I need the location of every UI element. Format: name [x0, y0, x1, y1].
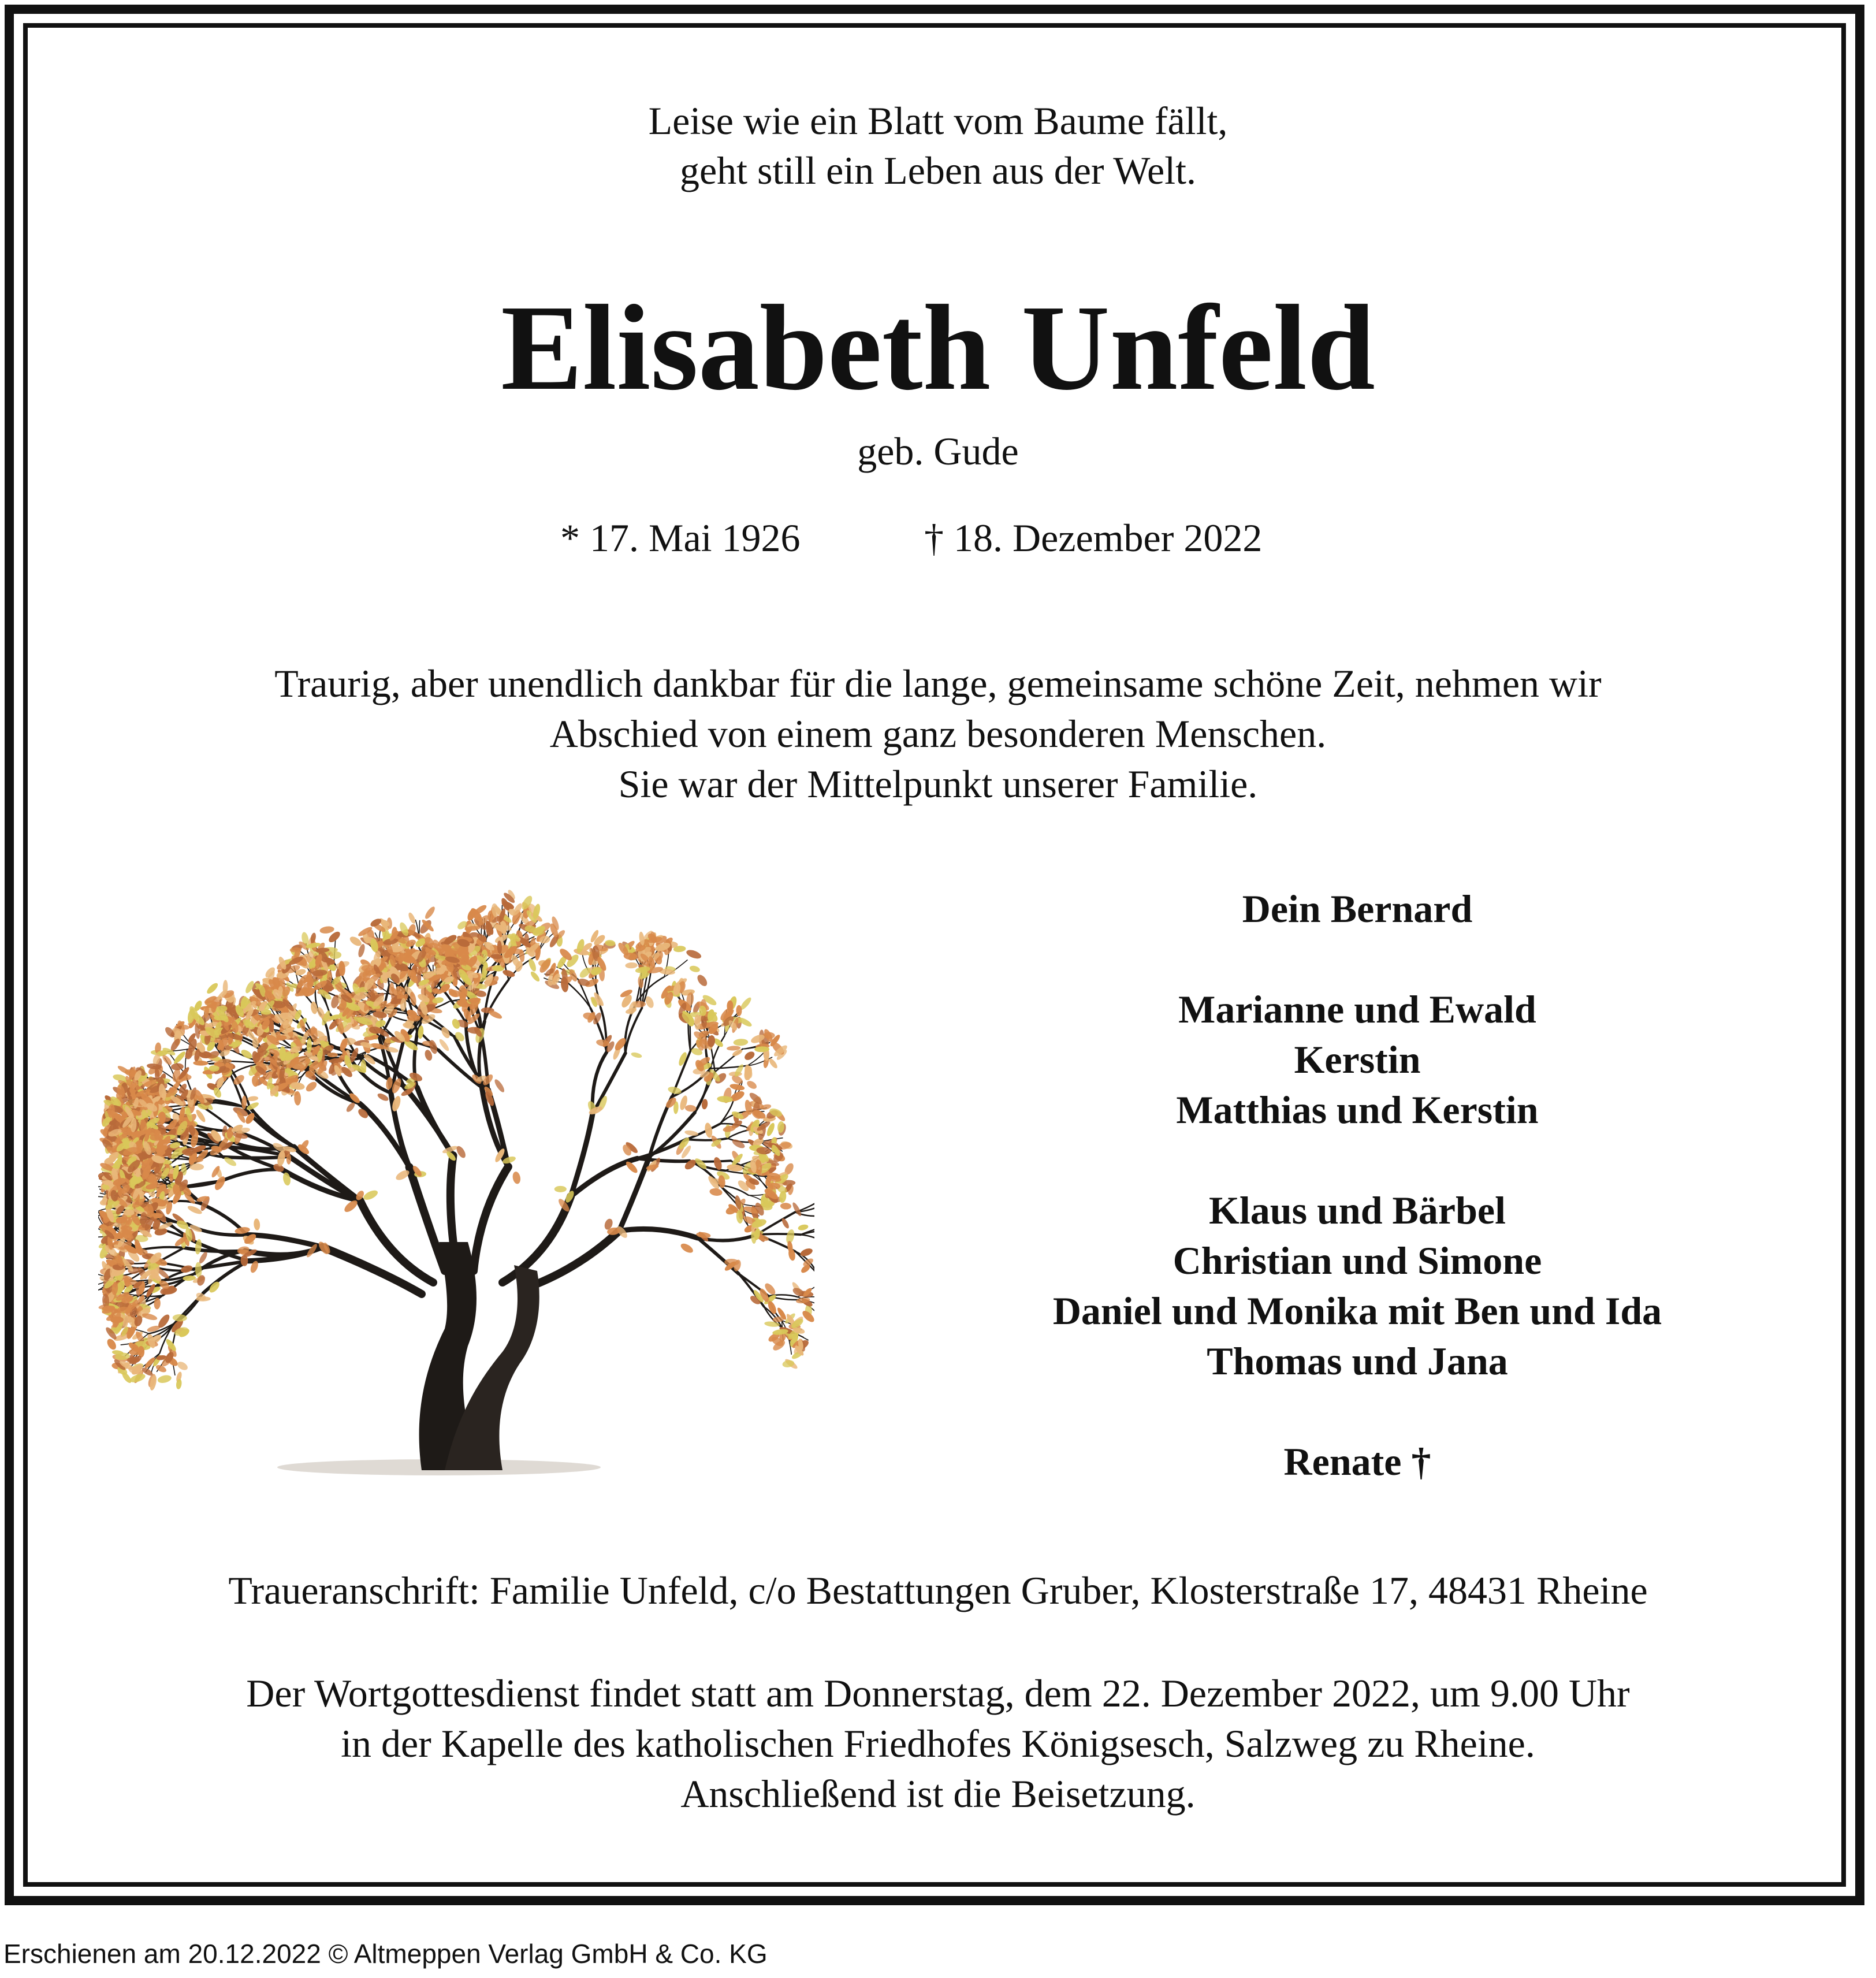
- mourner-group: [947, 984, 1767, 1135]
- mourner: Marianne und Ewald: [1178, 987, 1536, 1031]
- mourner: Thomas und Jana: [1207, 1339, 1508, 1383]
- motto: [0, 96, 1876, 195]
- mourning-address: Traueranschrift: Familie Unfeld, c/o Bestattungen Gruber, Klosterstraße 17, 48431 Rheine: [228, 1568, 1648, 1612]
- autumn-tree-icon: [98, 867, 814, 1496]
- mourner: Dein Bernard: [1242, 887, 1473, 931]
- service-info: [0, 1668, 1876, 1819]
- maiden-name: geb. Gude: [857, 429, 1019, 473]
- intro-line: Abschied von einem ganz besonderen Menschen.: [549, 712, 1327, 756]
- publication-footer: Erschienen am 20.12.2022 © Altmeppen Verlag GmbH & Co. KG: [3, 1939, 768, 1969]
- life-dates: [0, 513, 1876, 565]
- service-line: Der Wortgottesdienst findet statt am Donnerstag, dem 22. Dezember 2022, um 9.00 Uhr: [246, 1671, 1630, 1715]
- mourner: Renate †: [1283, 1440, 1431, 1484]
- deceased-name: Elisabeth Unfeld: [501, 280, 1375, 415]
- mourner: Daniel und Monika mit Ben und Ida: [1052, 1289, 1662, 1333]
- service-line: Anschließend ist die Beisetzung.: [680, 1772, 1196, 1816]
- motto-line: Leise wie ein Blatt vom Baume fällt,: [648, 99, 1228, 143]
- intro-line: Sie war der Mittelpunkt unserer Familie.: [618, 762, 1258, 806]
- mourner-group: [947, 1437, 1767, 1487]
- birth-date: * 17. Mai 1926: [560, 516, 801, 560]
- mourner: Matthias und Kerstin: [1176, 1088, 1539, 1132]
- mourner: Kerstin: [1294, 1038, 1421, 1081]
- mourner-group: [947, 884, 1767, 934]
- death-date: † 18. Dezember 2022: [924, 516, 1263, 560]
- service-line: in der Kapelle des katholischen Friedhofes Königsesch, Salzweg zu Rheine.: [341, 1722, 1535, 1765]
- motto-line: geht still ein Leben aus der Welt.: [679, 148, 1197, 192]
- mourners-list: [947, 884, 1767, 1487]
- mourner: Christian und Simone: [1172, 1239, 1542, 1282]
- mourner: Klaus und Bärbel: [1209, 1188, 1506, 1232]
- intro-text: [0, 659, 1876, 809]
- mourner-group: [947, 1185, 1767, 1386]
- intro-line: Traurig, aber unendlich dankbar für die lange, gemeinsame schöne Zeit, nehmen wir: [274, 661, 1602, 705]
